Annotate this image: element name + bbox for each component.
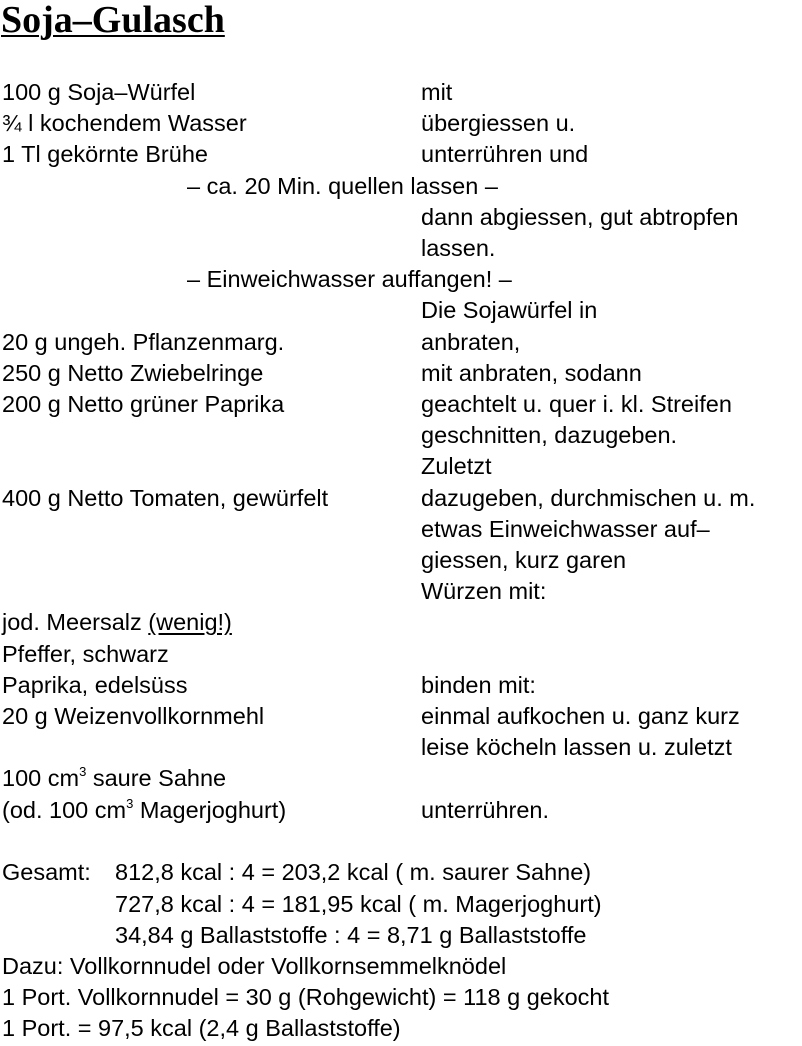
row-23-ingredient-rest: saure Sahne bbox=[86, 765, 227, 791]
row-3-instruction: unterrühren und bbox=[421, 141, 589, 167]
row-20-instruction: binden mit: bbox=[421, 672, 536, 698]
row-20-ingredient: Paprika, edelsüss bbox=[2, 672, 188, 698]
row-11-ingredient: 200 g Netto grüner Paprika bbox=[2, 391, 285, 417]
row-24-instruction: unterrühren. bbox=[421, 797, 550, 823]
footer-line-3: 1 Port. = 97,5 kcal (2,4 g Ballaststoffe) bbox=[2, 1015, 401, 1041]
row-13-instruction: Zuletzt bbox=[421, 453, 492, 479]
row-21-instruction: einmal aufkochen u. ganz kurz bbox=[421, 703, 740, 729]
row-24-ingredient bbox=[2, 795, 286, 826]
row-12-instruction: geschnitten, dazugeben. bbox=[421, 422, 678, 448]
row-21-ingredient: 20 g Weizenvollkornmehl bbox=[2, 703, 265, 729]
row-23-superscript: 3 bbox=[79, 764, 87, 779]
row-18-ingredient bbox=[2, 607, 232, 638]
row-1-instruction: mit bbox=[421, 79, 453, 105]
row-5-instruction: dann abgiessen, gut abtropfen bbox=[421, 204, 739, 230]
totals-line-2: 727,8 kcal : 4 = 181,95 kcal ( m. Magerjoghurt) bbox=[115, 891, 602, 917]
row-23-ingredient-text: 100 cm bbox=[2, 765, 80, 791]
row-2-instruction: übergiessen u. bbox=[421, 110, 576, 136]
row-16-instruction: giessen, kurz garen bbox=[421, 547, 627, 573]
row-1-ingredient: 100 g Soja–Würfel bbox=[2, 79, 196, 105]
row-4-note: – ca. 20 Min. quellen lassen – bbox=[187, 173, 498, 199]
row-10-instruction: mit anbraten, sodann bbox=[421, 360, 642, 386]
row-24-ingredient-text: (od. 100 cm bbox=[2, 797, 127, 823]
row-6-instruction: lassen. bbox=[421, 235, 496, 261]
footer-line-1: Dazu: Vollkornnudel oder Vollkornsemmelknödel bbox=[2, 953, 507, 979]
row-8-instruction: Die Sojawürfel in bbox=[421, 297, 598, 323]
row-24-superscript: 3 bbox=[126, 796, 134, 811]
totals-label: Gesamt: bbox=[2, 859, 91, 885]
totals-line-1: 812,8 kcal : 4 = 203,2 kcal ( m. saurer Sahne) bbox=[115, 859, 592, 885]
row-14-instruction: dazugeben, durchmischen u. m. bbox=[421, 485, 756, 511]
footer-line-2: 1 Port. Vollkornnudel = 30 g (Rohgewicht) = 118 g gekocht bbox=[2, 984, 610, 1010]
totals-line-3: 34,84 g Ballaststoffe : 4 = 8,71 g Ballaststoffe bbox=[115, 922, 587, 948]
row-19-ingredient: Pfeffer, schwarz bbox=[2, 641, 169, 667]
row-22-instruction: leise köcheln lassen u. zuletzt bbox=[421, 734, 732, 760]
row-24-ingredient-rest: Magerjoghurt) bbox=[133, 797, 287, 823]
row-7-note: – Einweichwasser auffangen! – bbox=[187, 266, 512, 292]
row-14-ingredient: 400 g Netto Tomaten, gewürfelt bbox=[2, 485, 329, 511]
row-17-instruction: Würzen mit: bbox=[421, 578, 547, 604]
row-9-instruction: anbraten, bbox=[421, 329, 521, 355]
row-18-ingredient-text: jod. Meersalz bbox=[2, 609, 149, 635]
row-2-ingredient: ¾ l kochendem Wasser bbox=[2, 110, 247, 136]
row-18-ingredient-note: (wenig!) bbox=[148, 609, 232, 635]
row-15-instruction: etwas Einweichwasser auf– bbox=[421, 516, 710, 542]
row-10-ingredient: 250 g Netto Zwiebelringe bbox=[2, 360, 264, 386]
row-3-ingredient: 1 Tl gekörnte Brühe bbox=[2, 141, 208, 167]
recipe-title: Soja–Gulasch bbox=[1, 0, 225, 41]
row-9-ingredient: 20 g ungeh. Pflanzenmarg. bbox=[2, 329, 285, 355]
row-23-ingredient bbox=[2, 763, 226, 794]
row-11-instruction: geachtelt u. quer i. kl. Streifen bbox=[421, 391, 732, 417]
